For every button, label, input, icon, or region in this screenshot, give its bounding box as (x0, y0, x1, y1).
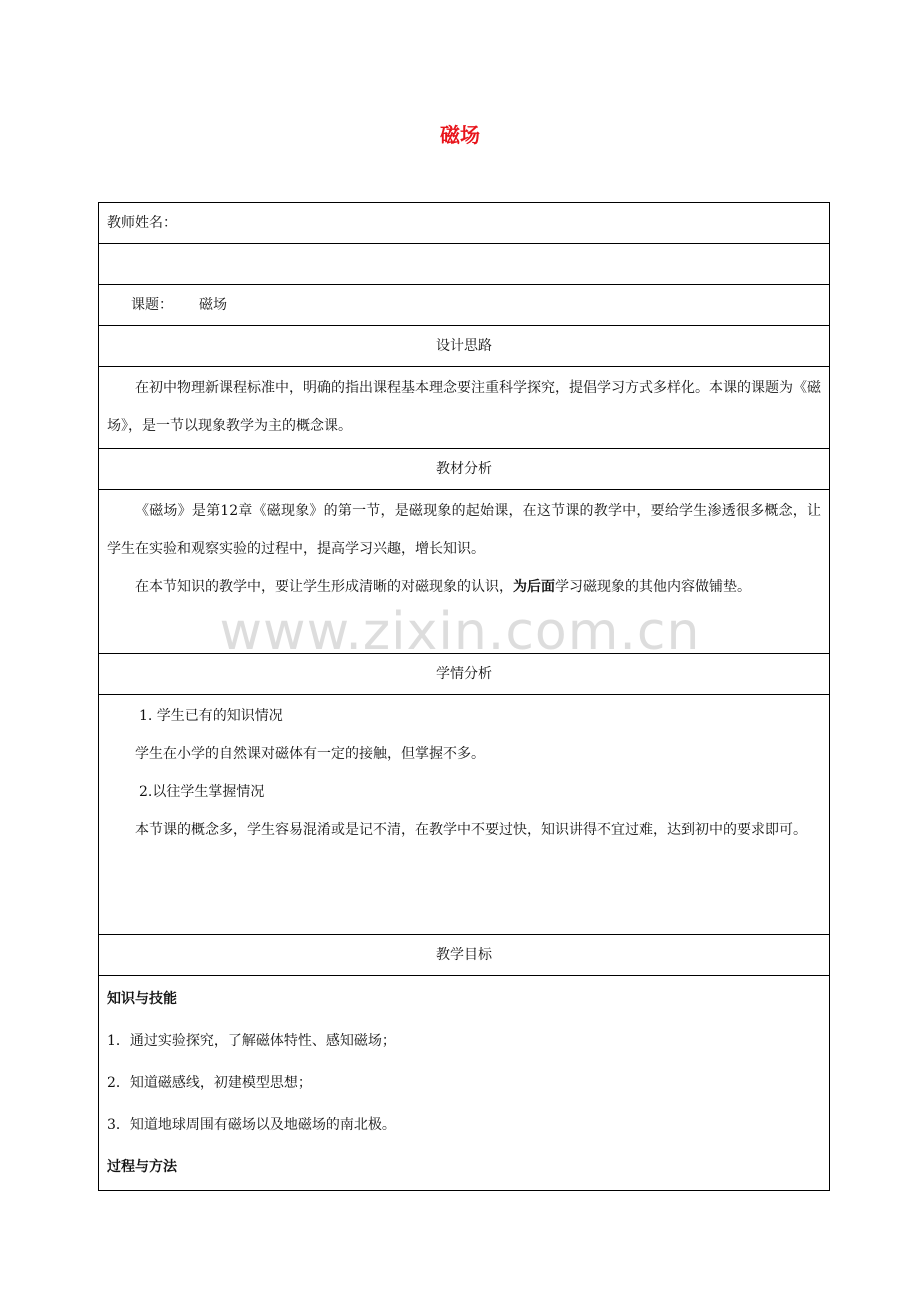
student-content-row (99, 695, 830, 935)
material-content-row (99, 490, 830, 654)
design-content (99, 367, 830, 449)
blank-row (99, 244, 830, 285)
design-paragraph: 在初中物理新课程标准中，明确的指出课程基本理念要注重科学探究，提倡学习方式多样化。本课的课题为《磁场》，是一节以现象教学为主的概念课。 (107, 380, 821, 434)
goals-heading: 教学目标 (99, 935, 830, 976)
design-heading-row (99, 326, 830, 367)
watermark: www.zixin.com.cn (219, 602, 701, 662)
material-paragraph-2-text: 在本节知识的教学中，要让学生形成清晰的对磁现象的认识， (135, 579, 513, 595)
material-content (99, 490, 830, 654)
goal-line-2: 2．知道磁感线，初建模型思想； (107, 1075, 312, 1091)
student-heading: 学情分析 (99, 654, 830, 695)
material-paragraph-2 (107, 568, 821, 606)
material-paragraph-2-rest: 学习磁现象的其他内容做铺垫。 (555, 579, 751, 595)
subject-row (99, 285, 830, 326)
student-heading-row (99, 654, 830, 695)
goals-subheading-process: 过程与方法 (107, 1159, 177, 1175)
blank-cell (99, 244, 830, 285)
teacher-name-label: 教师姓名： (99, 203, 830, 244)
goals-heading-row (99, 935, 830, 976)
student-content (99, 695, 830, 935)
material-heading: 教材分析 (99, 449, 830, 490)
teacher-row (99, 203, 830, 244)
student-item-2: 2.以往学生掌握情况 (139, 784, 265, 800)
design-heading: 设计思路 (99, 326, 830, 367)
material-heading-row (99, 449, 830, 490)
student-paragraph-2: 本节课的概念多，学生容易混淆或是记不清，在教学中不要过快，知识讲得不宜过难，达到初中的要求即可。 (135, 822, 807, 838)
material-paragraph-2-bold: 为后面 (513, 579, 555, 595)
subject-value: 磁场 (199, 297, 227, 313)
subject-label: 课题： (131, 297, 173, 313)
student-paragraph-1: 学生在小学的自然课对磁体有一定的接触，但掌握不多。 (135, 746, 485, 762)
subject-cell (99, 285, 830, 326)
goals-content (99, 976, 830, 1191)
student-item-1: 1. 学生已有的知识情况 (139, 708, 283, 724)
goals-content-row (99, 976, 830, 1191)
goal-line-3: 3．知道地球周围有磁场以及地磁场的南北极。 (107, 1117, 396, 1133)
lesson-plan-table (98, 202, 830, 1191)
goals-subheading-knowledge: 知识与技能 (107, 991, 177, 1007)
document-title: 磁场 (440, 123, 480, 147)
design-content-row (99, 367, 830, 449)
goal-line-1: 1．通过实验探究，了解磁体特性、感知磁场； (107, 1033, 396, 1049)
material-paragraph-1: 《磁场》是第12章《磁现象》的第一节，是磁现象的起始课，在这节课的教学中，要给学生渗透很多概念，让学生在实验和观察实验的过程中，提高学习兴趣，增长知识。 (107, 503, 821, 557)
